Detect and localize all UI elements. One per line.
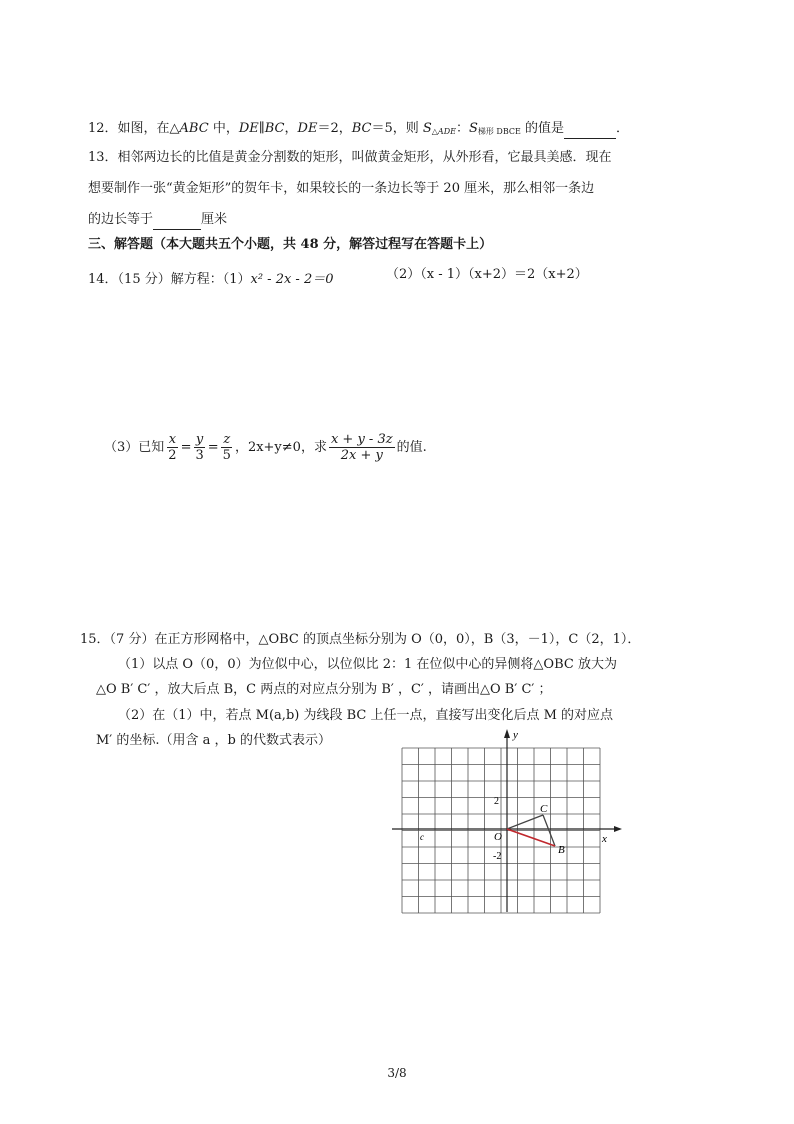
point-c-label: C [540, 803, 548, 815]
tick-label-2: 2 [494, 796, 499, 807]
point-b-label: B [558, 844, 565, 856]
question-12: 12．如图，在△ABC 中，DE∥BC，DE＝2，BC＝5，则 $S_{\triangle ADE}$：$S_{梯形 DBCE}$ 的值是 ． [88, 120, 629, 141]
question-14-part-3: （3）已知 $\frac{x}{2}$ = $\frac{y}{3}$ = $\frac{z}{5}$ ，2x+y≠0，求 $\frac{x + y - 3z}{2x + y}$ 的值. [104, 432, 427, 463]
page-number: 3/8 [387, 1066, 407, 1080]
question-15-line-1: 15．（7 分）在正方形网格中，△OBC 的顶点坐标分别为 O（0，0），B（3，－1），C（2，1）． [80, 632, 641, 647]
answer-blank-13[interactable] [153, 211, 201, 230]
segment-oc [507, 815, 543, 829]
question-15-line-2: （1）以点 O（0，0）为位似中心，以位似比 2：1 在位似中心的异侧将△OBC 放大为 [118, 657, 617, 672]
fraction-y-over-3: $\frac{y}{3}$ [195, 432, 204, 463]
answer-blank-12[interactable] [564, 120, 616, 139]
question-13-line-2: 想要制作一张“黄金矩形”的贺年卡，如果较长的一条边长等于 20 厘米，那么相邻一条边 [88, 181, 595, 196]
question-14-part-1: 14．（15 分）解方程：（1）x² - 2x - 2＝0 [88, 272, 334, 287]
fraction-expression: $\frac{x + y - 3z}{2x + y}$ [330, 432, 393, 463]
section-heading: 三、解答题（本大题共五个小题，共 48 分，解答过程写在答题卡上） [88, 237, 493, 252]
left-mark: c [420, 832, 424, 842]
x-axis-label: x [602, 833, 607, 845]
origin-label: O [494, 831, 502, 843]
tick-label-neg-2: -2 [493, 851, 502, 862]
y-axis-label: y [513, 729, 518, 741]
fraction-z-over-5: $\frac{z}{5}$ [222, 432, 231, 463]
y-axis-arrow [504, 729, 510, 738]
question-15-line-3: △O B′ C′ ，放大后点 B，C 两点的对应点分别为 B′ ，C′ ，请画出△O B′ C′ ； [96, 682, 552, 697]
question-15-line-4: （2）在（1）中，若点 M(a,b) 为线段 BC 上任一点，直接写出变化后点 M 的对应点 [118, 708, 614, 723]
question-15-line-5: M′ 的坐标.（用含 a ，b 的代数式表示） [96, 733, 331, 748]
question-13-line-3: 的边长等于 厘米 [88, 211, 227, 230]
question-13-line-1: 13．相邻两边长的比值是黄金分割数的矩形，叫做黄金矩形，从外形看，它最具美感．现在 [88, 150, 612, 165]
question-14-part-2: （2）（x - 1）（x+2）＝2（x+2） [386, 267, 588, 282]
x-axis-arrow [614, 826, 622, 832]
segment-ob [507, 829, 555, 846]
coordinate-grid [392, 726, 624, 916]
fraction-x-over-2: $\frac{x}{2}$ [168, 432, 177, 463]
